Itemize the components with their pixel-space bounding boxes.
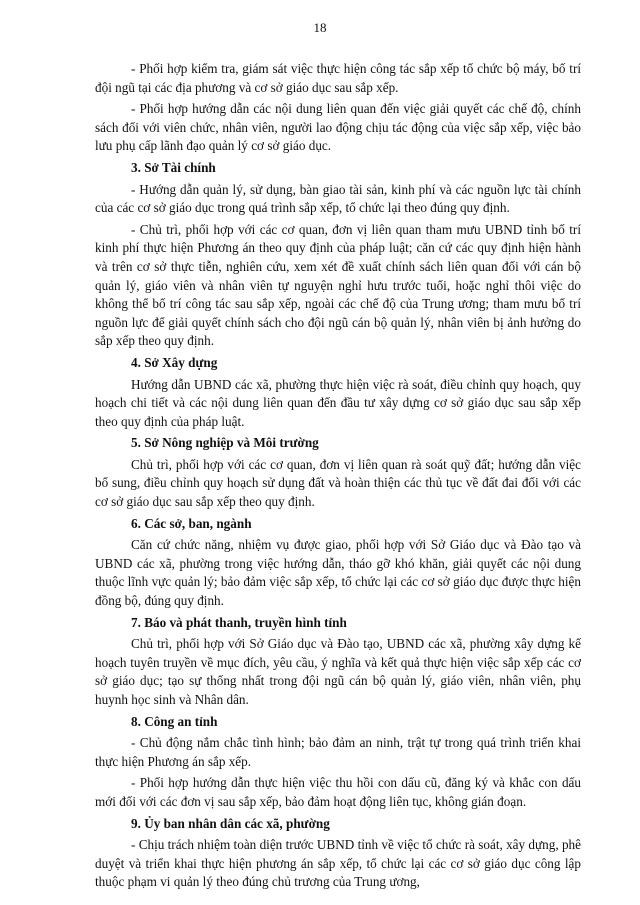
paragraph: - Phối hợp hướng dẫn các nội dung liên quan đến việc giải quyết các chế độ, chính sách đối với viên chức, nhân viên, người lao động chịu tác động của việc sắp xếp, việc bảo lưu phụ cấp lãnh đạo quản lý cơ sở giáo dục. (95, 101, 581, 154)
paragraph: - Phối hợp kiểm tra, giám sát việc thực hiện công tác sắp xếp tổ chức bộ máy, bố trí đội ngũ tại các địa phương và cơ sở giáo dục sau sắp xếp. (95, 61, 581, 95)
paragraph: - Hướng dẫn quản lý, sử dụng, bàn giao tài sản, kinh phí và các nguồn lực tài chính của các cơ sở giáo dục trong quá trình sắp xếp, tổ chức lại theo đúng quy định. (95, 181, 581, 216)
paragraph: - Chủ trì, phối hợp với các cơ quan, đơn vị liên quan tham mưu UBND tỉnh bố trí kinh phí thực hiện Phương án theo quy định của pháp luật; căn cứ các quy định hiện hành và trên cơ sở thực tiễn, nghiên cứu, xem xét đề xuất chính sách liên quan đối với cán bộ quản lý, giáo viên và nhân viên tự nguyện nghỉ hưu trước tuổi, hoặc nghỉ thôi việc do không thể bố trí công tác sau sắp xếp, ngoài các chế độ của Trung ương; tham mưu bố trí nguồn lực để giải quyết chính sách cho đội ngũ cán bộ quản lý, nhân viên bị ảnh hưởng do sắp xếp theo quy định. (95, 221, 581, 349)
section-heading: 4. Sở Xây dựng (131, 354, 218, 370)
section-heading: 7. Báo và phát thanh, truyền hình tỉnh (131, 614, 347, 630)
page-number: 18 (313, 20, 327, 35)
section-heading: 5. Sở Nông nghiệp và Môi trường (131, 435, 319, 451)
paragraph: Căn cứ chức năng, nhiệm vụ được giao, phối hợp với Sở Giáo dục và Đào tạo và UBND các xã, phường trong việc hướng dẫn, tháo gỡ khó khăn, giải quyết các nội dung thuộc lĩnh vực quản lý; bảo đảm việc sắp xếp, tổ chức lại các cơ sở giáo dục được thực hiện đồng bộ, đúng quy định. (95, 537, 581, 609)
paragraph: - Phối hợp hướng dẫn thực hiện việc thu hồi con dấu cũ, đăng ký và khắc con dấu mới đối với các đơn vị sau sắp xếp, bảo đảm hoạt động liên tục, không gián đoạn. (95, 775, 581, 809)
section-heading: 6. Các sở, ban, ngành (131, 515, 252, 531)
paragraph: Chủ trì, phối hợp với Sở Giáo dục và Đào tạo, UBND các xã, phường xây dựng kế hoạch tuyên truyền về mục đích, yêu cầu, ý nghĩa và kết quả thực hiện việc sắp xếp các cơ sở giáo dục; tạo sự thống nhất trong đội ngũ cán bộ quản lý, giáo viên, nhân viên, phụ huynh học sinh và Nhân dân. (95, 636, 581, 707)
section-heading: 3. Sở Tài chính (131, 159, 216, 175)
section-heading: 9. Ủy ban nhân dân các xã, phường (131, 815, 330, 831)
paragraph: - Chịu trách nhiệm toàn diện trước UBND tỉnh về việc tổ chức rà soát, xây dựng, phê duyệt và triển khai thực hiện phương án sắp xếp, tổ chức lại các cơ sở giáo dục công lập thuộc phạm vi quản lý theo đúng chủ trương của Trung ương, (95, 837, 581, 890)
section-heading: 8. Công an tỉnh (131, 713, 218, 729)
document-body (95, 60, 581, 895)
paragraph: - Chủ động nắm chắc tình hình; bảo đảm an ninh, trật tự trong quá trình triển khai thực hiện Phương án sắp xếp. (95, 735, 581, 769)
paragraph: Hướng dẫn UBND các xã, phường thực hiện việc rà soát, điều chỉnh quy hoạch, quy hoạch chi tiết và các nội dung liên quan đến đầu tư xây dựng cơ sở giáo dục sau sắp xếp theo quy định của pháp luật. (95, 376, 581, 429)
paragraph: Chủ trì, phối hợp với các cơ quan, đơn vị liên quan rà soát quỹ đất; hướng dẫn việc bổ sung, điều chỉnh quy hoạch sử dụng đất và hoàn thiện các thủ tục về đất đai đối với các cơ sở giáo dục sau sắp xếp theo quy định. (95, 456, 581, 510)
